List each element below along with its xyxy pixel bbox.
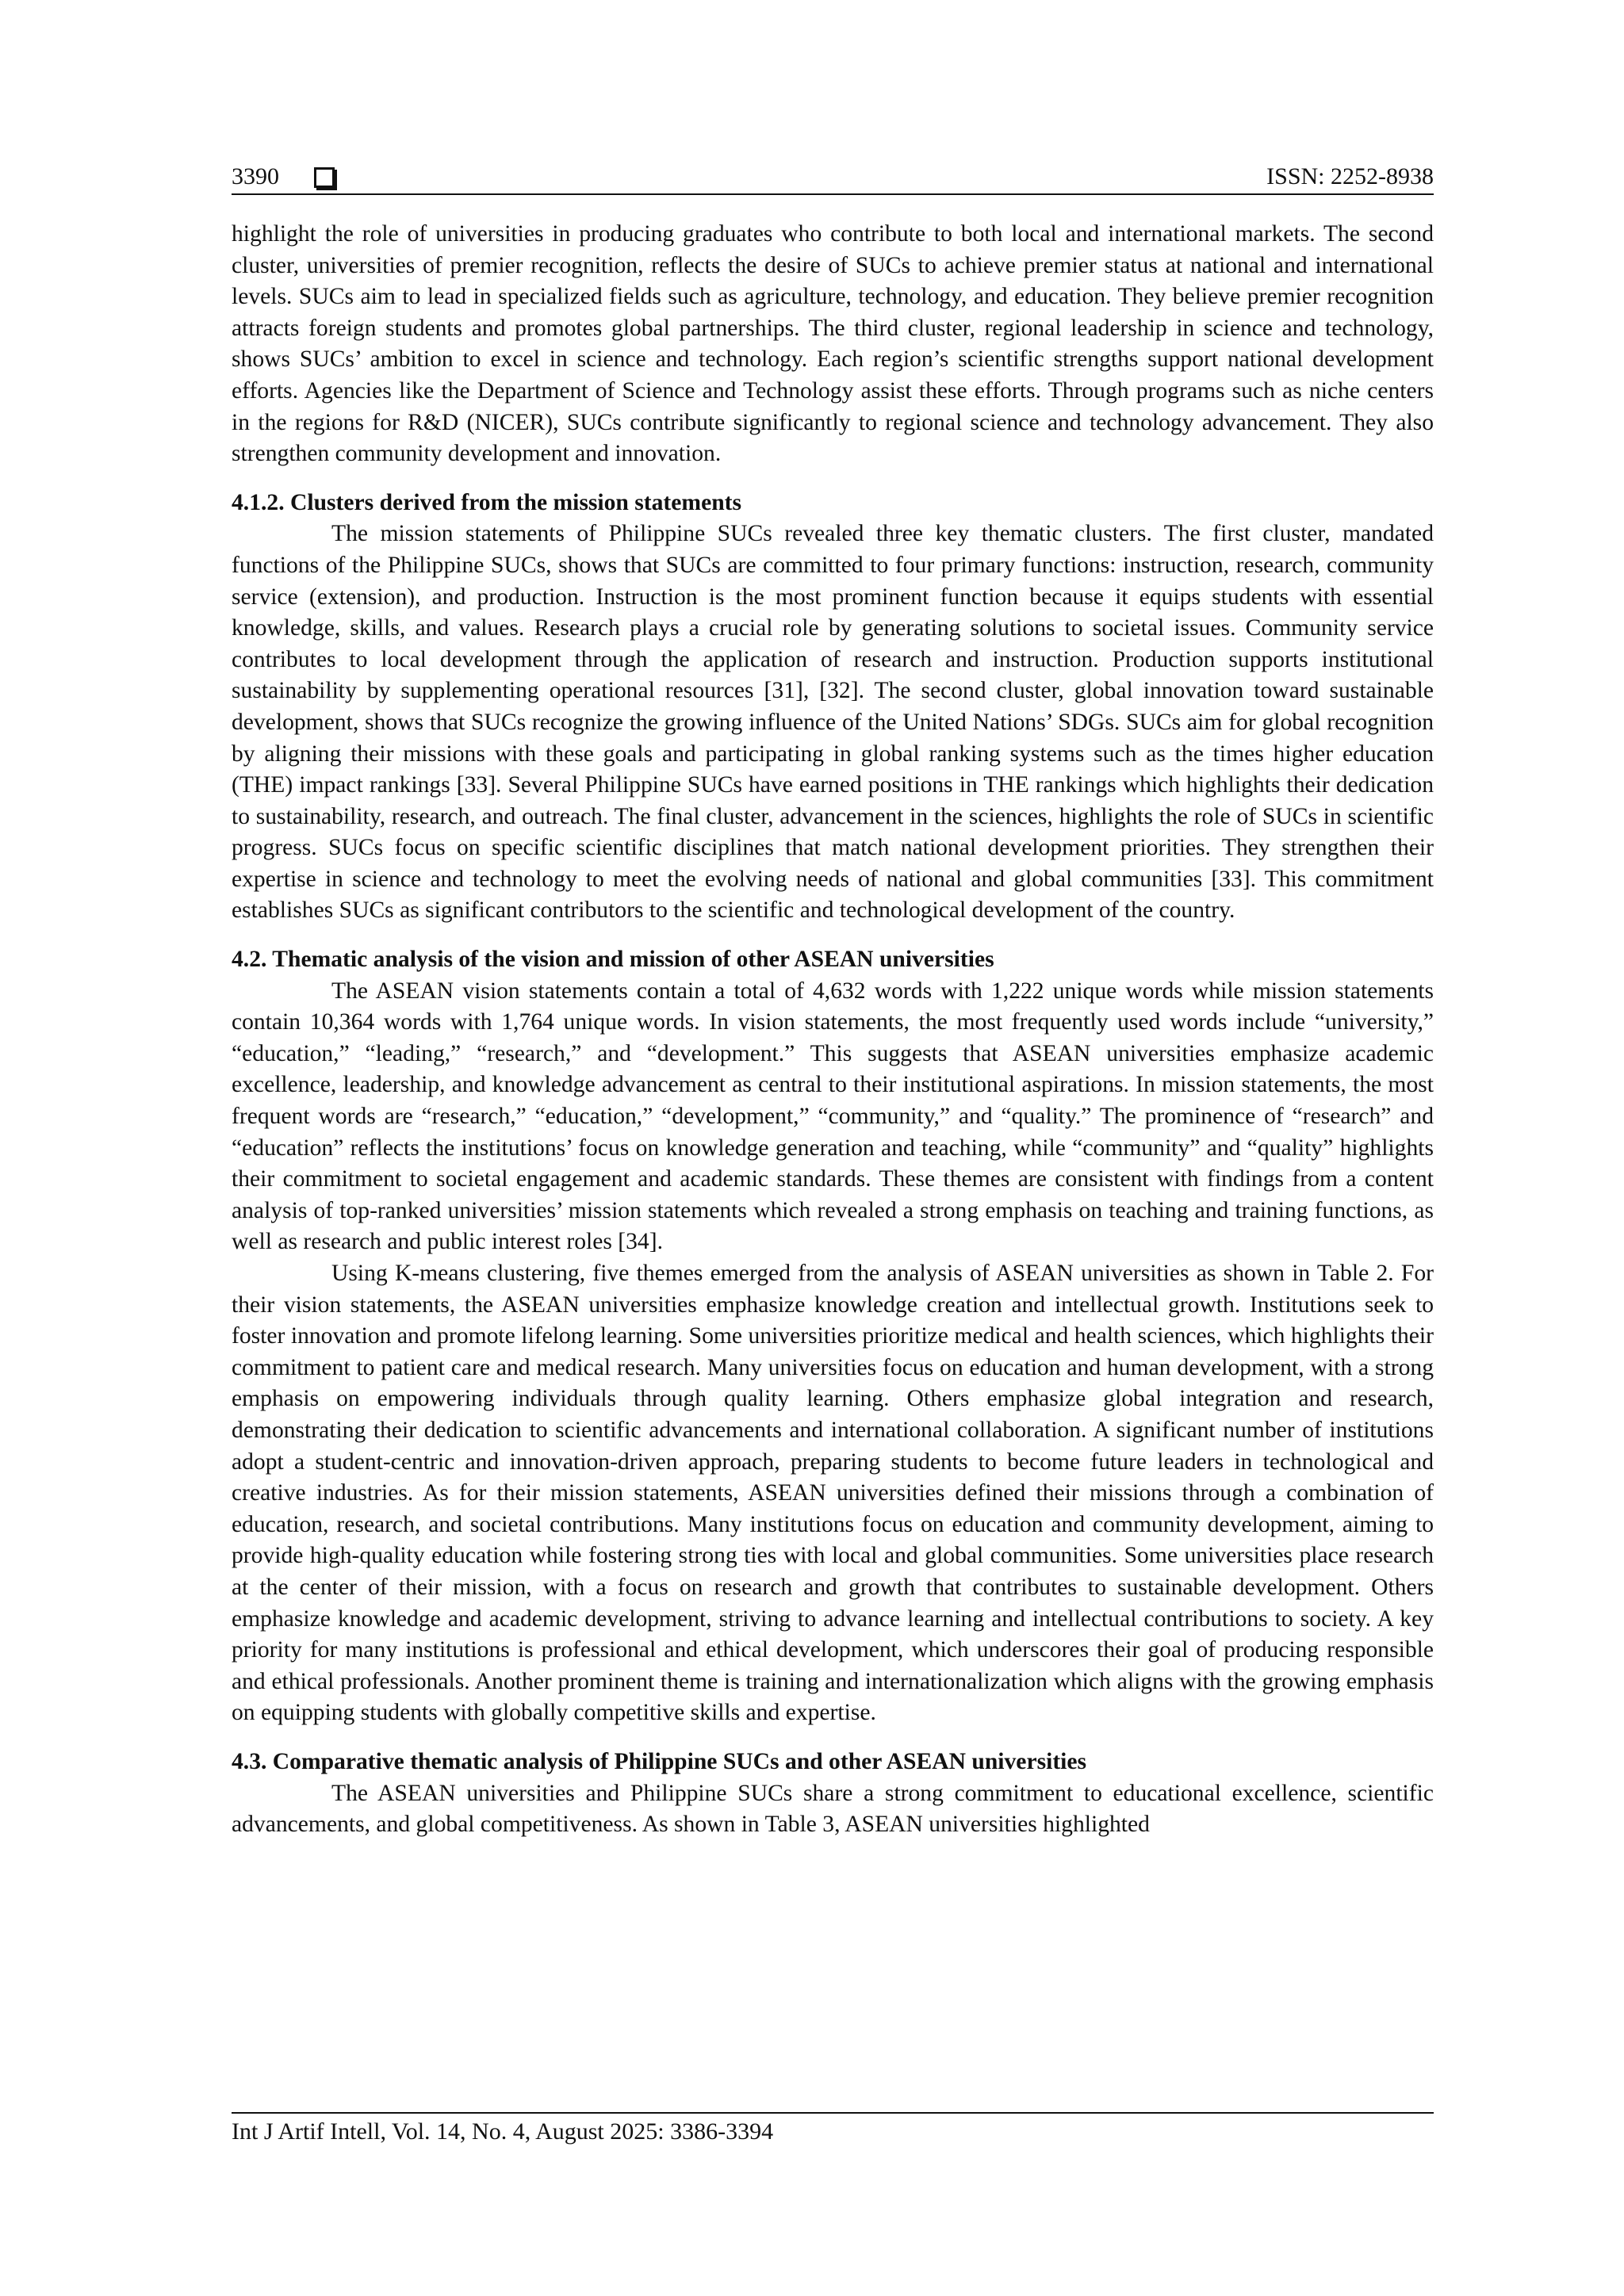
section-heading-4-1-2: 4.1.2. Clusters derived from the mission statements xyxy=(232,489,742,515)
paragraph-asean-word-analysis: The ASEAN vision statements contain a total of 4,632 words with 1,222 unique words while mission statements contain 10,364 words with 1,764 unique words. In vision statements, the most frequently used words include “university,” “education,” “leading,” “research,” and “development.” This suggests that ASEAN universities emphasize academic excellence, leadership, and knowledge advancement as central to their institutional aspirations. In mission statements, the most frequent words are “research,” “education,” “development,” “community,” and “quality.” The prominence of “research” and “education” reflects the institutions’ focus on knowledge generation and teaching, while “community” and “quality” highlights their commitment to societal engagement and academic standards. These themes are consistent with findings from a content analysis of top-ranked universities’ mission statements which revealed a strong emphasis on teaching and training functions, as well as research and public interest roles [34]. xyxy=(232,978,1434,1255)
paragraph-mission-clusters: The mission statements of Philippine SUCs revealed three key thematic clusters. The first cluster, mandated functions of the Philippine SUCs, shows that SUCs are committed to four primary functions: instruction, research, community service (extension), and production. Instruction is the most prominent function because it equips students with essential knowledge, skills, and values. Research plays a crucial role by generating solutions to societal issues. Community service contributes to local development through the application of research and instruction. Production supports institutional sustainability by supplementing operational resources [31], [32]. The second cluster, global innovation toward sustainable development, shows that SUCs recognize the growing influence of the United Nations’ SDGs. SUCs aim for global recognition by aligning their missions with these goals and participating in global ranking systems such as the times higher education (THE) impact rankings [33]. Several Philippine SUCs have earned positions in THE rankings which highlights their dedication to sustainability, research, and outreach. The final cluster, advancement in the sciences, highlights the role of SUCs in scientific progress. SUCs focus on specific scientific disciplines that match national development priorities. They strengthen their expertise in science and technology to meet the evolving needs of national and global communities [33]. This commitment establishes SUCs as significant contributors to the scientific and technological development of the country. xyxy=(232,521,1434,924)
page-header xyxy=(232,155,1434,192)
section-heading-4-2: 4.2. Thematic analysis of the vision and mission of other ASEAN universities xyxy=(232,947,994,973)
page-footer-citation: Int J Artif Intell, Vol. 14, No. 4, August 2025: 3386-3394 xyxy=(232,2118,774,2145)
page-number: 3390 xyxy=(232,163,279,189)
paragraph-kmeans-themes: Using K-means clustering, five themes emerged from the analysis of ASEAN universities as shown in Table 2. For their vision statements, the ASEAN universities emphasize knowledge creation and intellectual growth. Institutions seek to foster innovation and promote lifelong learning. Some universities prioritize medical and health sciences, which highlights their commitment to patient care and medical research. Many universities focus on education and human development, with a strong emphasis on empowering individuals through quality learning. Others emphasize global integration and research, demonstrating their dedication to scientific advancements and international collaboration. A significant number of institutions adopt a student-centric and innovation-driven approach, preparing students to become future leaders in technological and creative industries. As for their mission statements, ASEAN universities defined their missions through a combination of education, research, and societal contributions. Many institutions focus on education and community development, aiming to provide high-quality education while fostering strong ties with local and global communities. Some universities place research at the center of their mission, with a focus on research and growth that contributes to sustainable development. Others emphasize knowledge and academic development, striving to advance learning and intellectual contributions to society. A key priority for many institutions is professional and ethical development, which underscores their goal of producing responsible and ethical professionals. Another prominent theme is training and internationalization which aligns with the growing emphasis on equipping students with globally competitive skills and expertise. xyxy=(232,1261,1434,1726)
paragraph-comparative-analysis: The ASEAN universities and Philippine SUCs share a strong commitment to educational excellence, scientific advancements, and global competitiveness. As shown in Table 3, ASEAN universities highlighted xyxy=(232,1780,1434,1838)
journal-page xyxy=(232,0,1434,2296)
section-heading-4-3: 4.3. Comparative thematic analysis of Philippine SUCs and other ASEAN universities xyxy=(232,1748,1087,1774)
header-divider xyxy=(232,193,1434,195)
footer-divider xyxy=(232,2112,1434,2114)
header-left xyxy=(232,162,335,192)
article-body xyxy=(232,219,1434,1841)
issn-label: ISSN: 2252-8938 xyxy=(1266,163,1434,189)
paragraph-continued: highlight the role of universities in producing graduates who contribute to both local and international markets. The second cluster, universities of premier recognition, reflects the desire of SUCs to achieve premier status at national and international levels. SUCs aim to lead in specialized fields such as agriculture, technology, and education. They believe premier recognition attracts foreign students and promotes global partnerships. The third cluster, regional leadership in science and technology, shows SUCs’ ambition to excel in science and technology. Each region’s scientific strengths support national development efforts. Agencies like the Department of Science and Technology assist these efforts. Through programs such as niche centers in the regions for R&D (NICER), SUCs contribute significantly to regional science and technology advancement. They also strengthen community development and innovation. xyxy=(232,221,1434,467)
square-bullet-icon xyxy=(314,167,335,188)
